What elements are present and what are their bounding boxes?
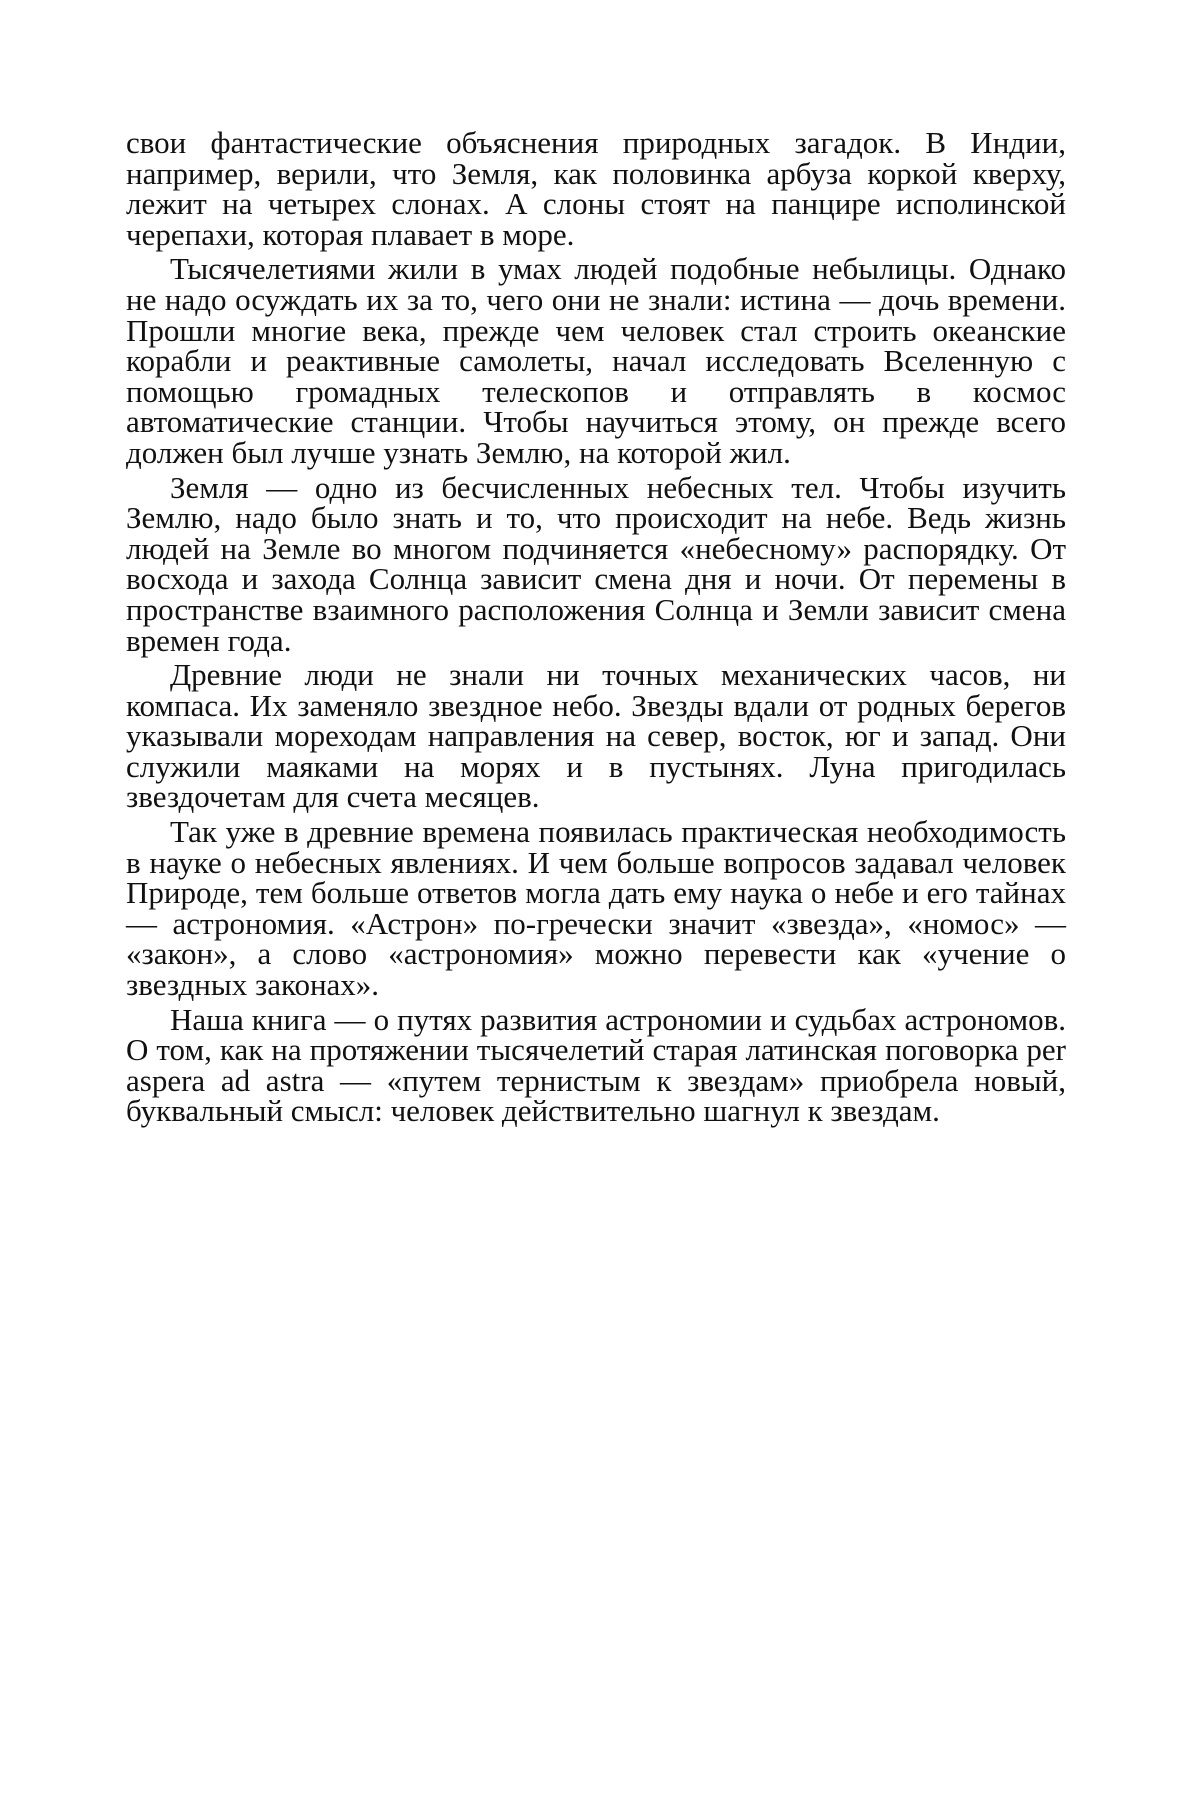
paragraph-6: Наша книга — о путях развития астрономии и судьбах астрономов. О том, как на протяжении тысячелетий старая латинская поговорка per aspera ad astra — «путем тернистым к звездам» приобрела новый, буквальный смысл: человек действительно шагнул к звездам. [126,1005,1066,1127]
text-column [126,128,1066,1131]
paragraph-3: Земля — одно из бесчисленных небесных тел. Чтобы изучить Землю, надо было знать и то, что происходит на небе. Ведь жизнь людей на Земле во многом подчиняется «небесному» распорядку. От восхода и захода Солнца зависит смена дня и ночи. От перемены в пространстве взаимного расположения Солнца и Земли зависит смена времен года. [126,473,1066,657]
book-page [0,0,1200,1800]
paragraph-5: Так уже в древние времена появилась практическая необходимость в науке о небесных явлениях. И чем больше вопросов задавал человек Природе, тем больше ответов могла дать ему наука о небе и его тайнах — астрономия. «Астрон» по-гречески значит «звезда», «номос» — «закон», а слово «астрономия» можно перевести как «учение о звездных законах». [126,817,1066,1001]
paragraph-2: Тысячелетиями жили в умах людей подобные небылицы. Однако не надо осуждать их за то, чего они не знали: истина — дочь времени. Прошли многие века, прежде чем человек стал строить океанские корабли и реактивные самолеты, начал исследовать Вселенную с помощью громадных телескопов и отправлять в космос автоматические станции. Чтобы научиться этому, он прежде всего должен был лучше узнать Землю, на которой жил. [126,254,1066,468]
paragraph-1: свои фантастические объяснения природных загадок. В Индии, например, верили, что Земля, как половинка арбуза коркой кверху, лежит на четырех слонах. А слоны стоят на панцире исполинской черепахи, которая плавает в море. [126,128,1066,250]
paragraph-4: Древние люди не знали ни точных механических часов, ни компаса. Их заменяло звездное небо. Звезды вдали от родных берегов указывали мореходам направления на север, восток, юг и запад. Они служили маяками на морях и в пустынях. Луна пригодилась звездочетам для счета месяцев. [126,660,1066,813]
